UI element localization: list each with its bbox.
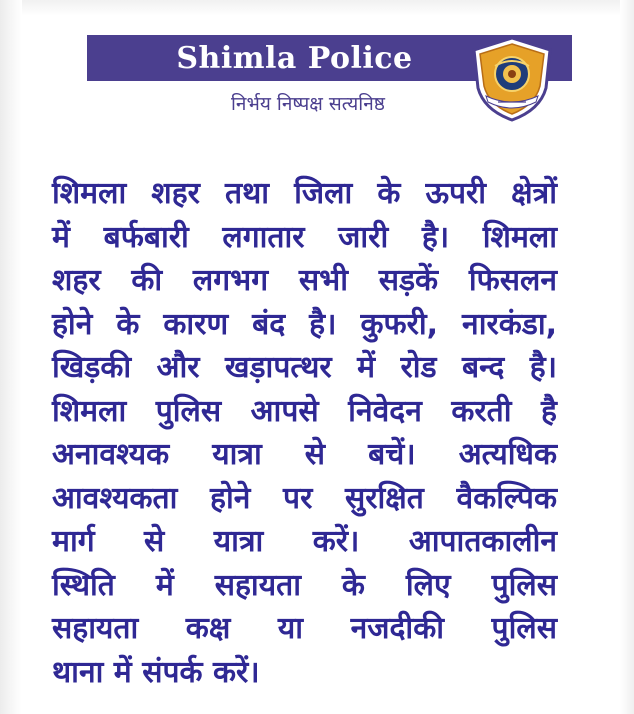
notice-line: शहर की लगभग सभी सड़कें फिसलन [52, 263, 557, 298]
notice-text [52, 172, 557, 694]
tagline: निर्भय निष्पक्ष सत्यनिष्ठ [231, 93, 385, 115]
notice-line: मार्ग से यात्रा करें। आपातकालीन [52, 524, 557, 559]
page-frame-top [0, 0, 634, 16]
notice-line: होने के कारण बंद है। कुफरी, नारकंडा, [52, 306, 557, 342]
page-frame-right [620, 0, 634, 714]
notice-line: शिमला पुलिस आपसे निवेदन करती है [52, 393, 557, 429]
notice-line: अनावश्यक यात्रा से बचें। अत्यधिक [52, 437, 557, 472]
notice-line: खिड़की और खड़ापत्थर में रोड बन्द है। [52, 350, 557, 385]
notice-line: में बर्फबारी लगातार जारी है। शिमला [52, 219, 557, 255]
shimla-police-emblem-icon [470, 36, 554, 122]
notice-line: शिमला शहर तथा जिला के ऊपरी क्षेत्रों [52, 176, 557, 211]
page-title: Shimla Police [176, 40, 413, 76]
notice-line: स्थिति में सहायता के लिए पुलिस [52, 567, 557, 603]
notice-line: सहायता कक्ष या नजदीकी पुलिस [52, 611, 557, 646]
notice-line: थाना में संपर्क करें। [52, 654, 260, 690]
notice-line: आवश्यकता होने पर सुरक्षित वैकल्पिक [52, 480, 557, 516]
page-frame-left [0, 0, 22, 714]
